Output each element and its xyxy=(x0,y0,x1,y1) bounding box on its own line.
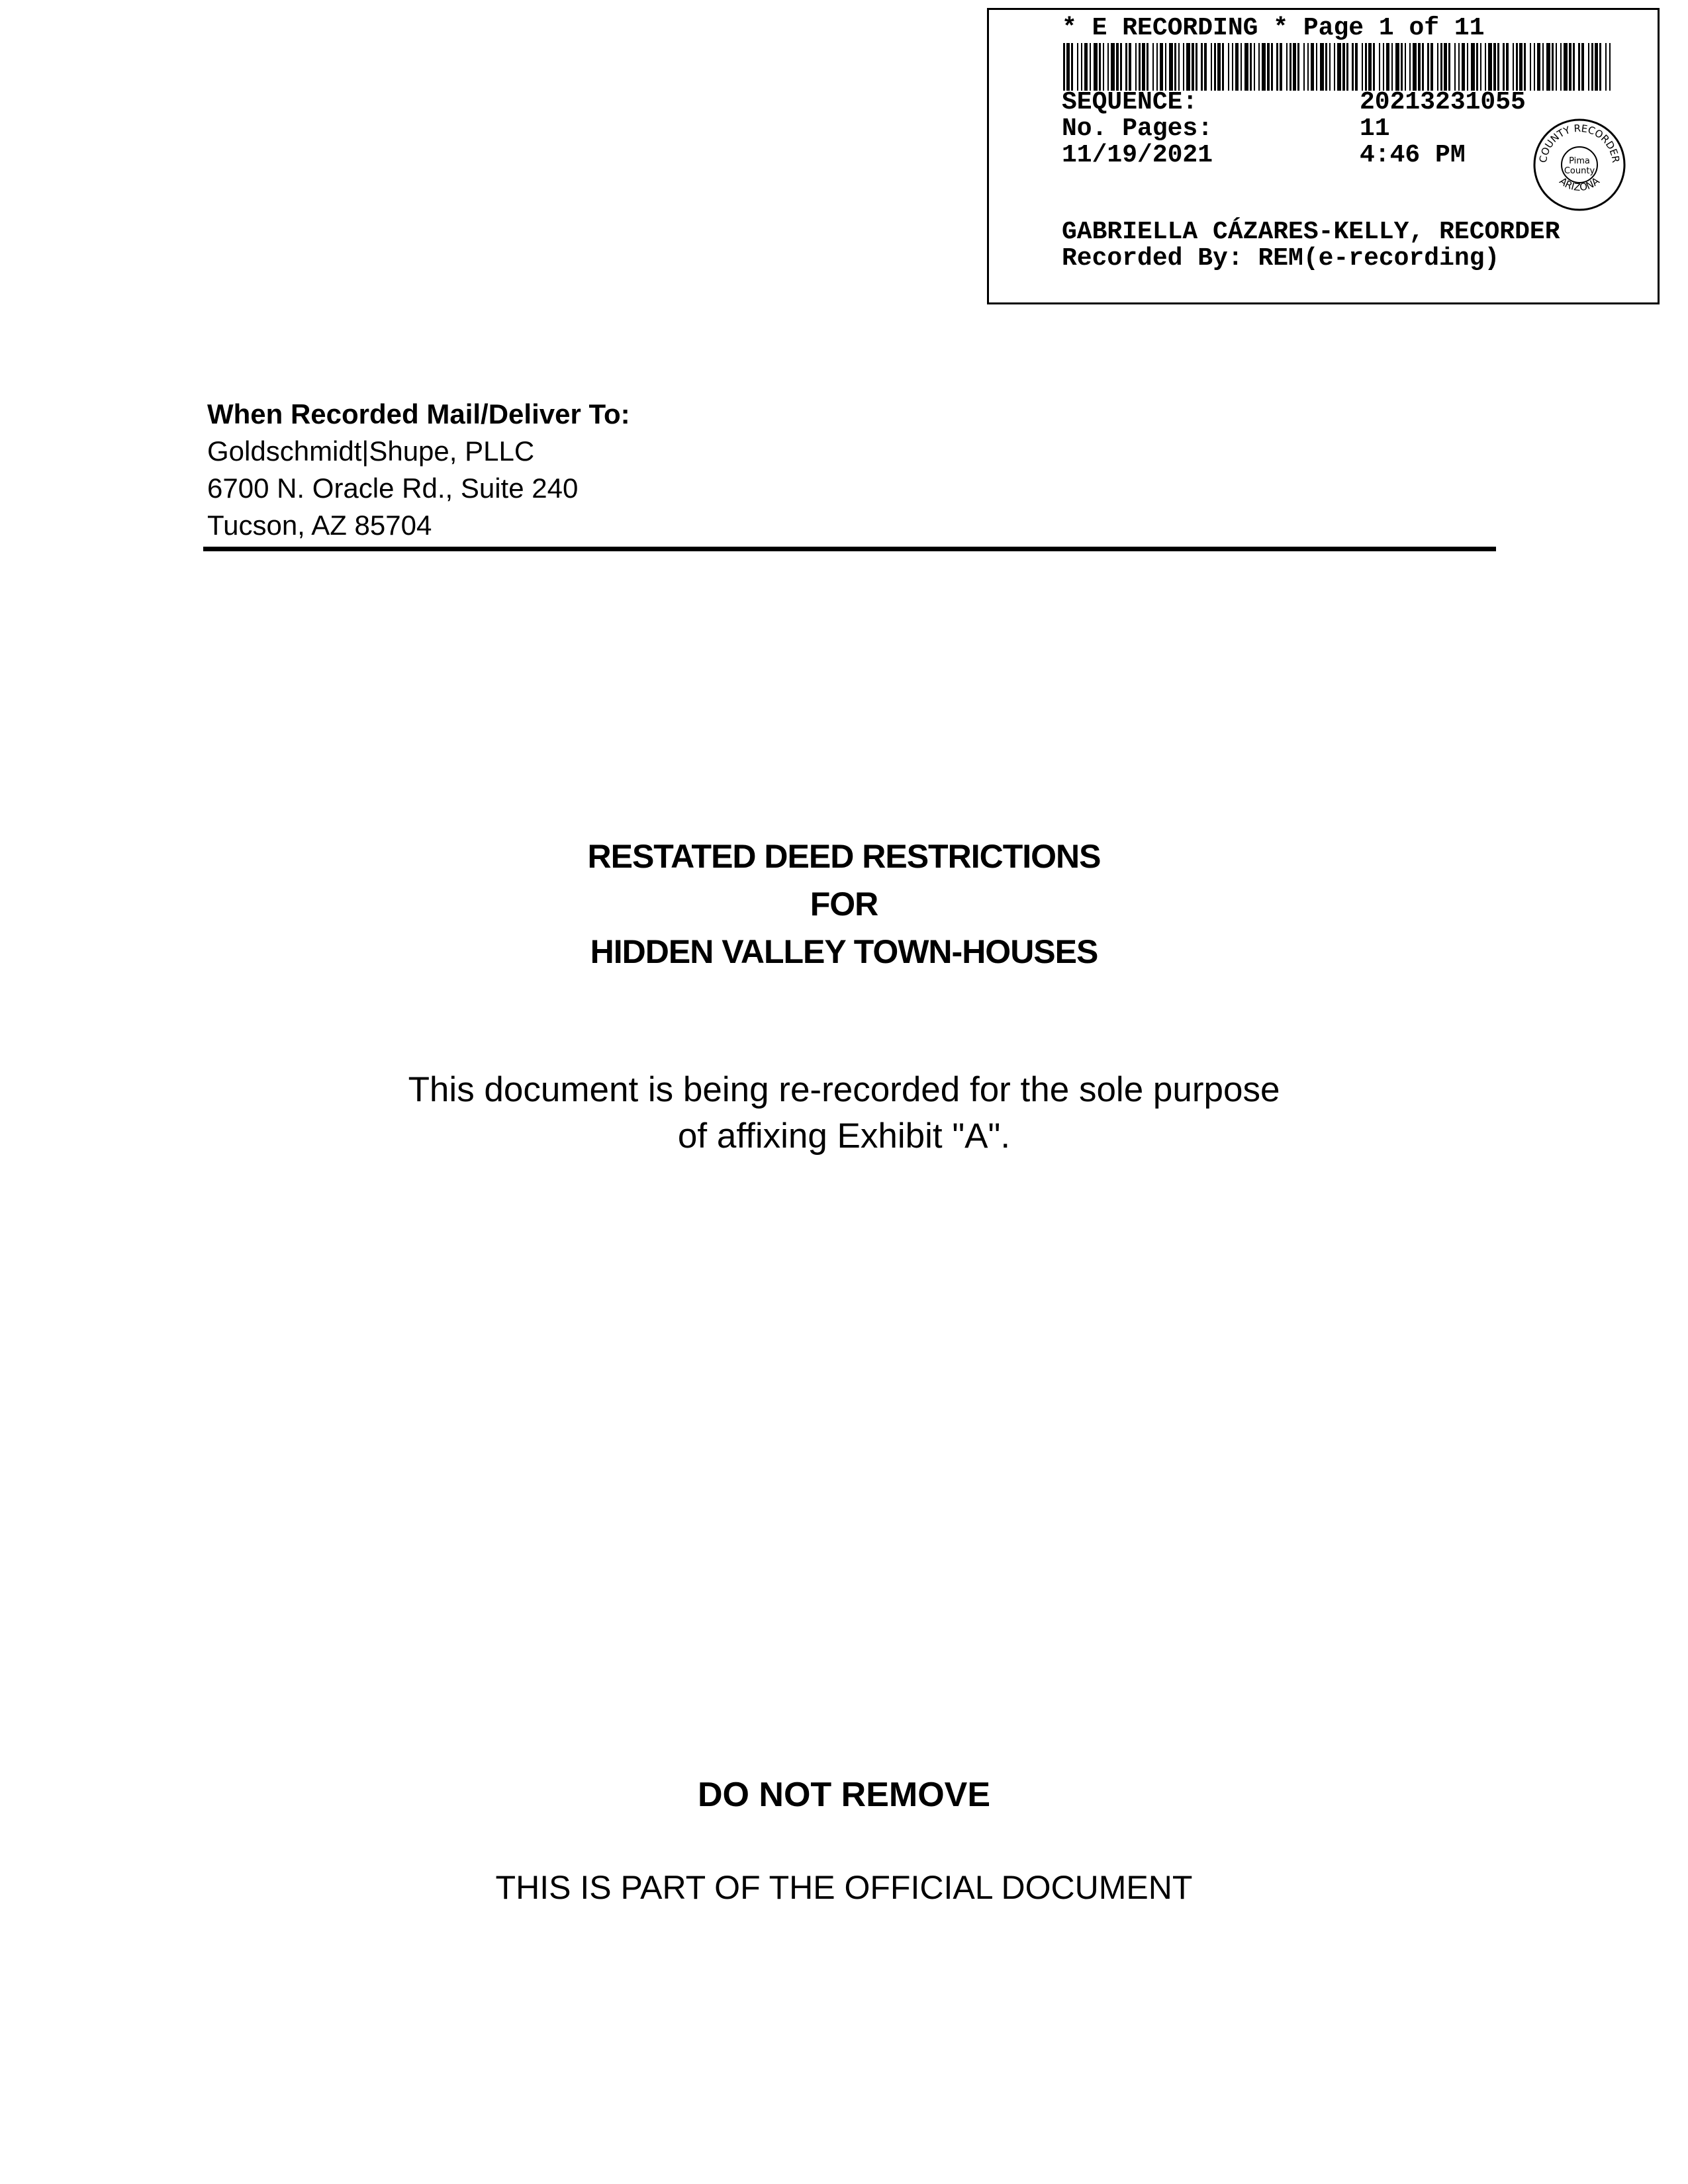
mail-to-label: When Recorded Mail/Deliver To: xyxy=(207,398,630,430)
document-title xyxy=(0,833,1688,976)
recording-time: 4:46 PM xyxy=(1360,141,1466,169)
svg-text:ARIZONA xyxy=(1557,175,1602,193)
title-line1: RESTATED DEED RESTRICTIONS xyxy=(587,838,1101,875)
mail-to-line1: Goldschmidt|Shupe, PLLC xyxy=(207,435,535,467)
divider-rule xyxy=(203,547,1496,551)
mail-to-line2: 6700 N. Oracle Rd., Suite 240 xyxy=(207,473,579,504)
county-seal-icon xyxy=(1532,117,1628,213)
re-recording-note xyxy=(0,1067,1688,1160)
sequence-label: SEQUENCE: xyxy=(1062,88,1198,116)
official-document-notice: THIS IS PART OF THE OFFICIAL DOCUMENT xyxy=(495,1869,1193,1906)
stamp-header: * E RECORDING * Page 1 of 11 xyxy=(1062,14,1485,42)
do-not-remove-notice: DO NOT REMOVE xyxy=(697,1776,991,1814)
recorded-by: Recorded By: REM(e-recording) xyxy=(1062,244,1500,273)
recording-stamp xyxy=(987,8,1660,304)
mail-to-block xyxy=(207,396,630,544)
pages-value: 11 xyxy=(1360,114,1390,143)
title-line2: FOR xyxy=(810,886,878,923)
sequence-value: 20213231055 xyxy=(1360,88,1526,116)
pages-label: No. Pages: xyxy=(1062,114,1213,143)
barcode-icon xyxy=(1063,43,1613,91)
seal-bottom-text: ARIZONA xyxy=(1557,175,1602,194)
recorder-name: GABRIELLA CÁZARES-KELLY, RECORDER xyxy=(1062,218,1560,246)
seal-center-line1: Pima xyxy=(1569,156,1590,166)
note-line2: of affixing Exhibit "A". xyxy=(677,1116,1011,1156)
recording-date: 11/19/2021 xyxy=(1062,141,1213,169)
title-line3: HIDDEN VALLEY TOWN-HOUSES xyxy=(590,933,1098,970)
seal-top-text: COUNTY RECORDER xyxy=(1536,122,1622,164)
note-line1: This document is being re-recorded for the sole purpose xyxy=(408,1070,1280,1109)
mail-to-line3: Tucson, AZ 85704 xyxy=(207,510,432,541)
seal-center-line2: County xyxy=(1564,166,1595,176)
